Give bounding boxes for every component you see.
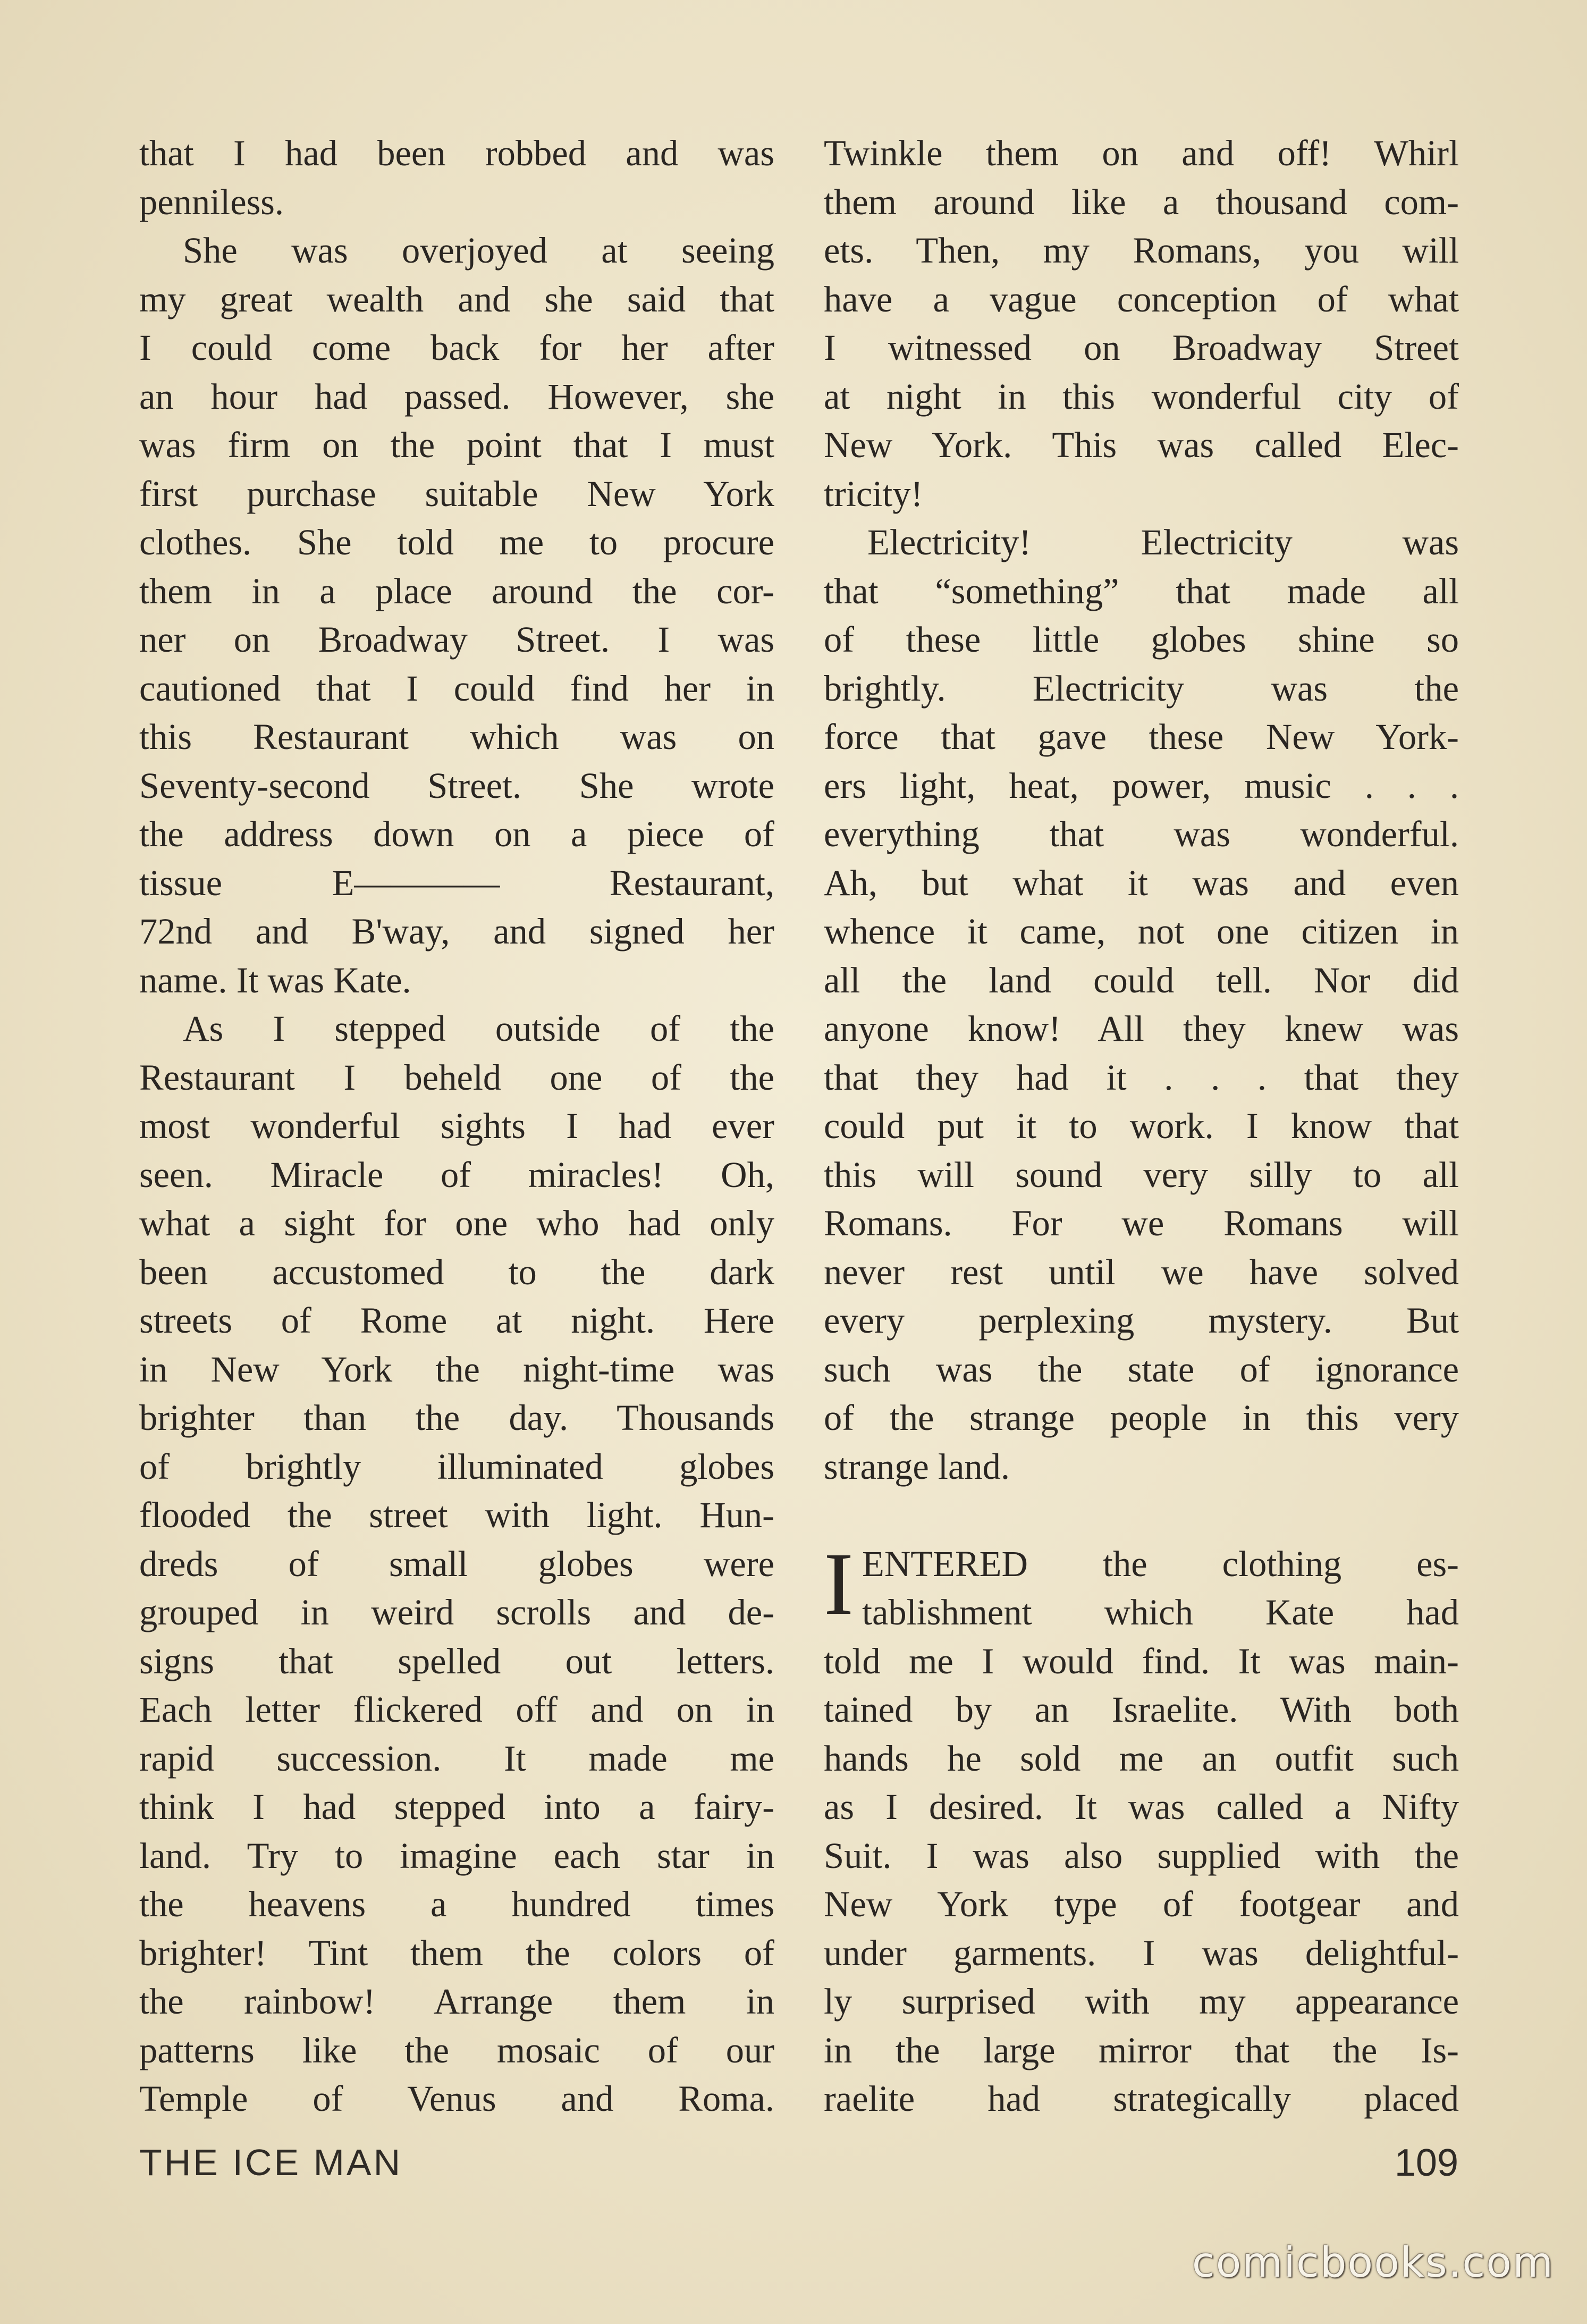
- paragraph-start: As I stepped outside of the: [183, 1008, 774, 1049]
- text-line: I could come back for her after: [139, 327, 774, 368]
- text-line: Suit. I was also supplied with the: [824, 1835, 1459, 1876]
- text-line: most wonderful sights I had ever: [139, 1106, 774, 1146]
- text-line: that I had been robbed and was: [139, 133, 774, 173]
- text-line: name. It was Kate.: [139, 959, 411, 1000]
- text-line: everything that was wonderful.: [824, 814, 1459, 854]
- text-line: Seventy-second Street. She wrote: [139, 765, 774, 806]
- text-line: that they had it . . . that they: [824, 1057, 1459, 1098]
- page-number: 109: [1394, 2142, 1458, 2184]
- text-line: this Restaurant which was on: [139, 717, 774, 757]
- text-line: been accustomed to the dark: [139, 1251, 774, 1292]
- text-line: could put it to work. I know that: [824, 1106, 1459, 1146]
- text-line: this will sound very silly to all: [824, 1154, 1459, 1195]
- text-line: Ah, but what it was and even: [824, 862, 1459, 903]
- text-line: force that gave these New York-: [824, 717, 1459, 757]
- text-line: hands he sold me an outfit such: [824, 1738, 1459, 1779]
- text-line: I witnessed on Broadway Street: [824, 327, 1459, 368]
- text-line: penniless.: [139, 181, 284, 222]
- text-line: Twinkle them on and off! Whirl: [824, 133, 1459, 173]
- text-line: whence it came, not one citizen in: [824, 911, 1459, 952]
- text-line: never rest until we have solved: [824, 1251, 1459, 1292]
- text-line: seen. Miracle of miracles! Oh,: [139, 1154, 774, 1195]
- paragraph-start: Electricity! Electricity was: [867, 522, 1459, 562]
- text-line: have a vague conception of what: [824, 279, 1459, 319]
- text-line: all the land could tell. Nor did: [824, 959, 1459, 1000]
- text-line: in the large mirror that the Is-: [824, 2030, 1459, 2070]
- watermark: comicbooks.com: [1192, 2239, 1554, 2287]
- text-line: 72nd and B'way, and signed her: [139, 911, 774, 952]
- text-line: them in a place around the cor-: [139, 570, 774, 611]
- text-line: streets of Rome at night. Here: [139, 1300, 774, 1341]
- text-line: in New York the night-time was: [139, 1349, 774, 1390]
- text-line: think I had stepped into a fairy-: [139, 1787, 774, 1827]
- text-line: clothes. She told me to procure: [139, 522, 774, 562]
- text-line: brightly. Electricity was the: [824, 668, 1459, 709]
- text-line: New York. This was called Elec-: [824, 425, 1459, 465]
- text-line: ENTERED the clothing es-: [862, 1543, 1459, 1584]
- text-line: that “something” that made all: [824, 570, 1459, 611]
- text-line: anyone know! All they knew was: [824, 1008, 1459, 1049]
- paragraph-start: She was overjoyed at seeing: [183, 230, 774, 271]
- text-line: ner on Broadway Street. I was: [139, 619, 774, 660]
- text-line: New York type of footgear and: [824, 1884, 1459, 1924]
- text-line: as I desired. It was called a Nifty: [824, 1787, 1459, 1827]
- text-line: such was the state of ignorance: [824, 1349, 1459, 1390]
- text-line: grouped in weird scrolls and de-: [139, 1592, 774, 1632]
- drop-cap: I: [824, 1534, 854, 1633]
- text-line: tablishment which Kate had: [862, 1592, 1459, 1632]
- text-line: of these little globes shine so: [824, 619, 1459, 660]
- text-line: brighter! Tint them the colors of: [139, 1932, 774, 1973]
- text-line: what a sight for one who had only: [139, 1203, 774, 1243]
- text-line: was firm on the point that I must: [139, 425, 774, 465]
- text-line: first purchase suitable New York: [139, 473, 774, 514]
- text-line: tissue E———— Restaurant,: [139, 862, 774, 903]
- text-line: patterns like the mosaic of our: [139, 2030, 774, 2070]
- text-line: at night in this wonderful city of: [824, 376, 1459, 417]
- text-line: the address down on a piece of: [139, 814, 774, 854]
- text-line: every perplexing mystery. But: [824, 1300, 1459, 1341]
- text-line: land. Try to imagine each star in: [139, 1835, 774, 1876]
- text-line: them around like a thousand com-: [824, 181, 1459, 222]
- text-line: of brightly illuminated globes: [139, 1446, 774, 1487]
- text-line: told me I would find. It was main-: [824, 1640, 1459, 1681]
- text-line: ly surprised with my appearance: [824, 1981, 1459, 2022]
- text-line: rapid succession. It made me: [139, 1738, 774, 1779]
- text-line: signs that spelled out letters.: [139, 1640, 774, 1681]
- text-line: my great wealth and she said that: [139, 279, 774, 319]
- text-line: tricity!: [824, 473, 923, 514]
- text-line: ers light, heat, power, music . . .: [824, 765, 1459, 806]
- text-line: brighter than the day. Thousands: [139, 1397, 774, 1438]
- text-line: Temple of Venus and Roma.: [139, 2078, 774, 2119]
- section-break: [824, 1491, 1459, 1540]
- left-text-column: [139, 129, 774, 2124]
- text-line: Each letter flickered off and on in: [139, 1689, 774, 1730]
- text-line: strange land.: [824, 1446, 1010, 1487]
- text-line: Restaurant I beheld one of the: [139, 1057, 774, 1098]
- text-line: ets. Then, my Romans, you will: [824, 230, 1459, 271]
- text-line: of the strange people in this very: [824, 1397, 1459, 1438]
- text-line: an hour had passed. However, she: [139, 376, 774, 417]
- text-line: cautioned that I could find her in: [139, 668, 774, 709]
- text-line: raelite had strategically placed: [824, 2078, 1459, 2119]
- text-line: flooded the street with light. Hun-: [139, 1495, 774, 1535]
- running-footer-title: THE ICE MAN: [139, 2142, 403, 2183]
- text-line: Romans. For we Romans will: [824, 1203, 1459, 1243]
- text-line: under garments. I was delightful-: [824, 1932, 1459, 1973]
- right-text-column: [824, 129, 1459, 2124]
- text-line: tained by an Israelite. With both: [824, 1689, 1459, 1730]
- text-line: dreds of small globes were: [139, 1543, 774, 1584]
- text-line: the rainbow! Arrange them in: [139, 1981, 774, 2022]
- text-line: the heavens a hundred times: [139, 1884, 774, 1924]
